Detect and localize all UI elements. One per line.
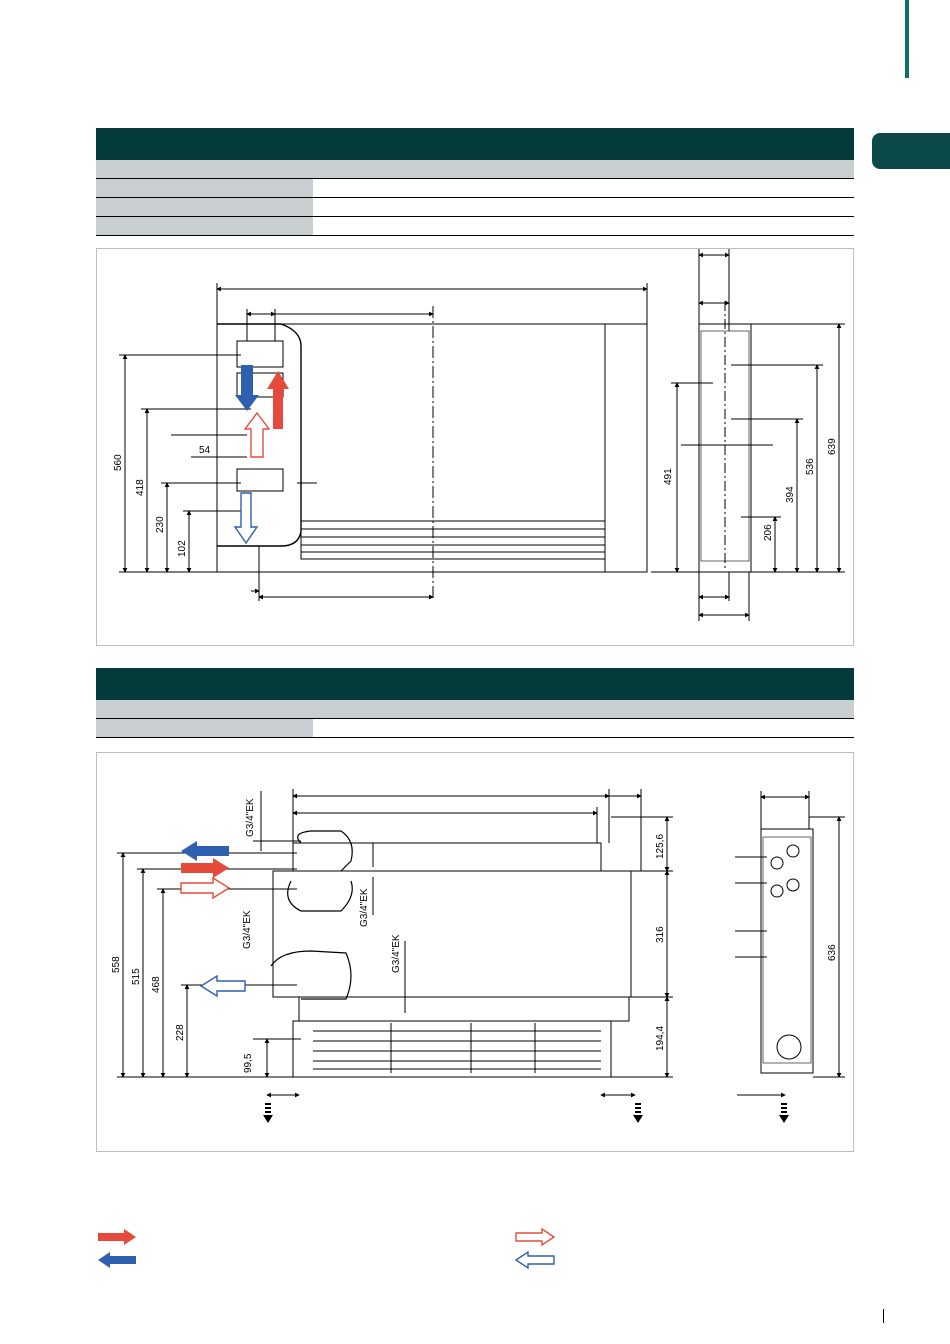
dim-102: 102 (177, 540, 188, 557)
dim-125-6: 125,6 (655, 833, 666, 859)
section-header-2 (96, 668, 854, 700)
dimension-diagram-2 (96, 752, 854, 1152)
dim-558: 558 (111, 956, 122, 973)
cold-water-outline-arrow-icon (235, 493, 257, 543)
dim-394: 394 (785, 486, 796, 503)
cold-water-arrow-icon (181, 841, 229, 861)
dim-99-5: 99,5 (243, 1053, 254, 1073)
connection-label: G3/4"EK (242, 910, 253, 949)
drain-arrow-icon (263, 1103, 789, 1123)
dim-316: 316 (655, 926, 666, 943)
hot-water-arrow-icon (98, 1229, 136, 1245)
dim-636: 636 (827, 944, 838, 961)
dim-639: 639 (827, 438, 838, 455)
connection-label: G3/4"EK (359, 888, 370, 927)
section-tab[interactable] (872, 133, 950, 169)
spec-table-1 (96, 160, 854, 236)
dim-418: 418 (135, 479, 146, 496)
diagram-2-drawing (97, 753, 853, 1151)
table-header-row (96, 160, 854, 179)
connection-label: G3/4"EK (245, 798, 256, 837)
dim-54: 54 (199, 445, 211, 456)
dim-194-4: 194,4 (655, 1025, 666, 1051)
cold-water-arrow-icon (98, 1252, 136, 1268)
dim-230: 230 (155, 516, 166, 533)
dimension-diagram-1 (96, 248, 854, 646)
table-row (96, 217, 854, 236)
table-row (96, 719, 854, 738)
dim-560: 560 (113, 454, 124, 471)
table-header-row (96, 700, 854, 719)
table-row (96, 198, 854, 217)
dim-515: 515 (131, 968, 142, 985)
dim-228: 228 (175, 1024, 186, 1041)
cold-water-outline-arrow-icon (516, 1252, 554, 1268)
dim-468: 468 (151, 976, 162, 993)
page-number-divider (883, 1309, 884, 1323)
legend (96, 1228, 556, 1270)
dim-206: 206 (763, 524, 774, 541)
hot-water-outline-arrow-icon (181, 878, 229, 898)
connection-label: G3/4"EK (391, 934, 402, 973)
cold-water-arrow-icon (235, 365, 259, 411)
table-row (96, 179, 854, 198)
hot-water-arrow-icon (267, 371, 289, 429)
dim-491: 491 (663, 468, 674, 485)
diagram-1-drawing (97, 249, 853, 645)
spec-table-2 (96, 700, 854, 738)
hot-water-arrow-icon (181, 858, 229, 878)
dim-536: 536 (805, 458, 816, 475)
section-header-1 (96, 128, 854, 160)
hot-water-outline-arrow-icon (516, 1229, 554, 1245)
top-accent-bar (905, 0, 909, 78)
cold-water-outline-arrow-icon (201, 976, 245, 996)
hot-water-outline-arrow-icon (245, 413, 269, 457)
